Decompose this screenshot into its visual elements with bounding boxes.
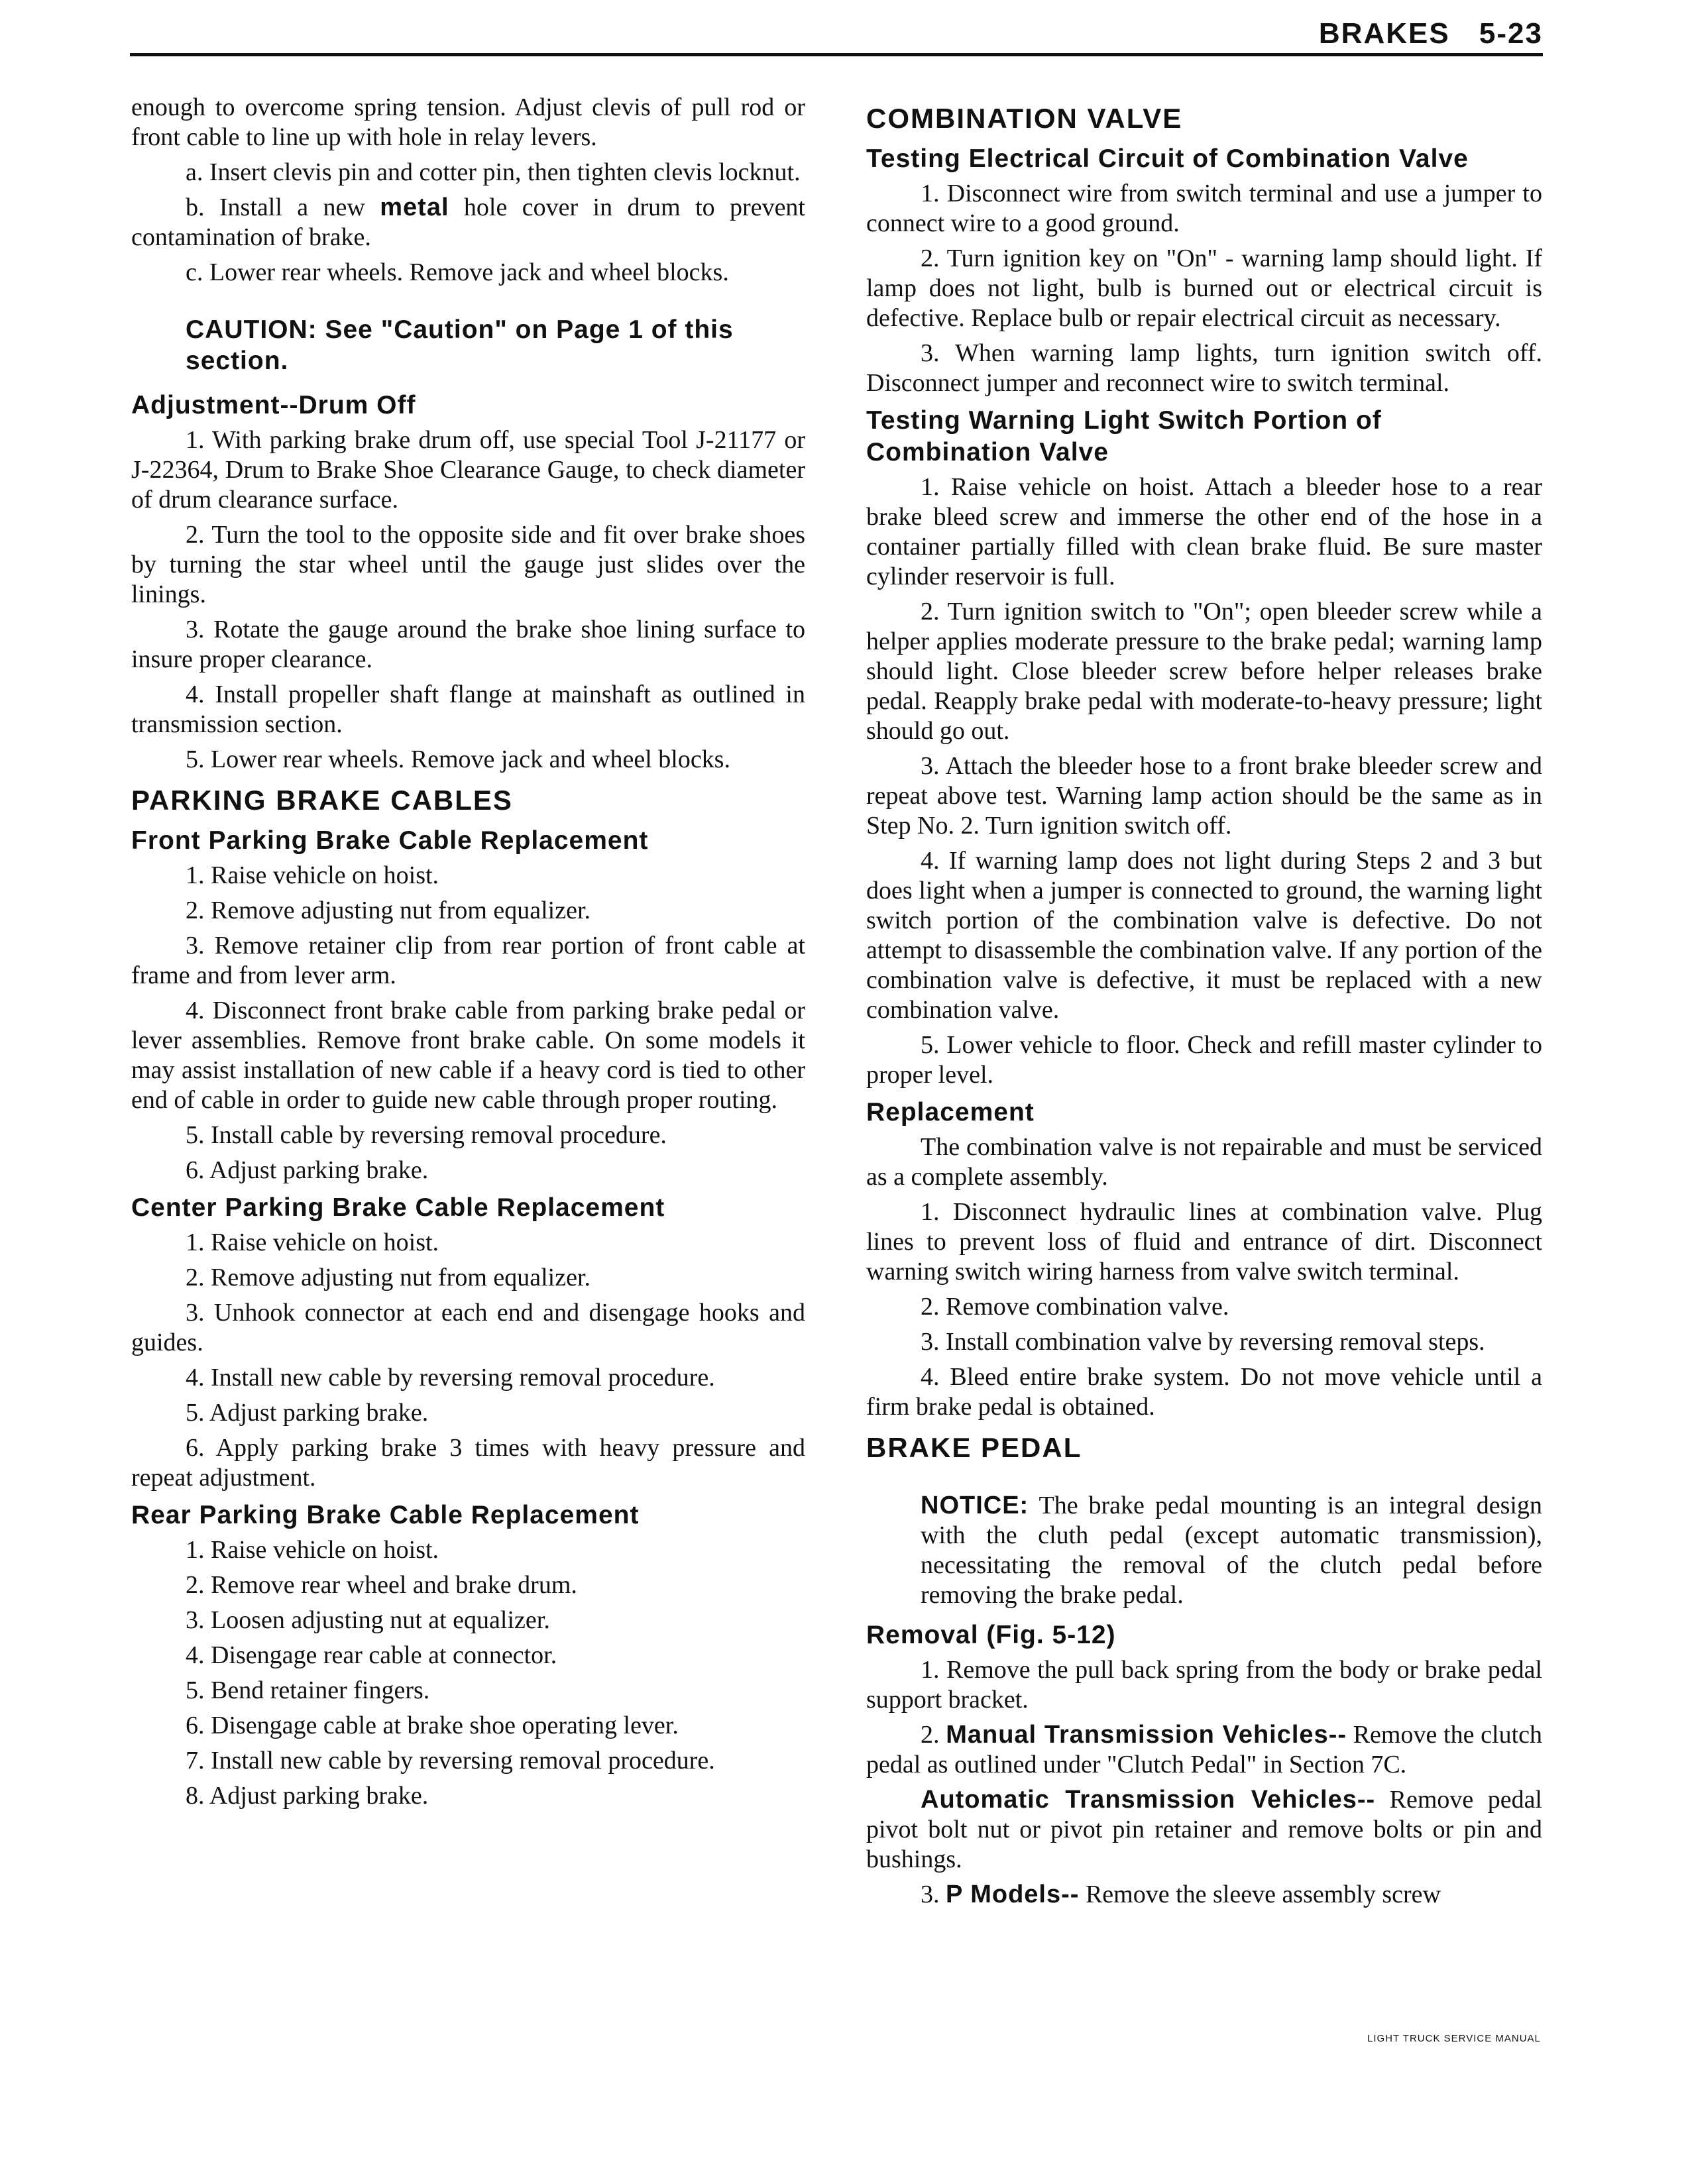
paragraph xyxy=(131,1781,805,1811)
paragraph xyxy=(131,158,805,188)
bold-text: metal xyxy=(380,193,449,221)
bold-text: P Models-- xyxy=(946,1881,1080,1908)
text-run: 8. Adjust parking brake. xyxy=(186,1782,429,1810)
paragraph xyxy=(131,1398,805,1428)
header-title xyxy=(1319,17,1543,50)
paragraph xyxy=(131,1228,805,1258)
text-run: 6. Apply parking brake 3 times with heavy pressure and repeat adjustment. xyxy=(131,1434,805,1492)
text-run: 3. Attach the bleeder hose to a front brake bleeder screw and repeat above test. Warning lamp action should be the same as in Step No. 2. Turn ignition switch off. xyxy=(866,752,1542,840)
text-run: a. Insert clevis pin and cotter pin, then tighten clevis locknut. xyxy=(186,158,801,186)
text-run: 5. Adjust parking brake. xyxy=(186,1399,429,1427)
text-run: 5. Lower rear wheels. Remove jack and wheel blocks. xyxy=(186,745,730,773)
text-run: 2. Remove adjusting nut from equalizer. xyxy=(186,897,591,924)
text-run: 1. Raise vehicle on hoist. xyxy=(186,1228,439,1256)
text-run: The brake pedal mounting is an integral design with the cluth pedal (except automatic transmission), necessitating the removal of the clutch pedal before removing the brake pedal. xyxy=(921,1492,1542,1609)
paragraph xyxy=(866,1880,1542,1910)
paragraph xyxy=(866,179,1542,239)
paragraph xyxy=(866,1292,1542,1322)
paragraph xyxy=(866,1720,1542,1780)
text-run: 3. Install combination valve by reversing removal steps. xyxy=(921,1328,1485,1356)
subsection-heading: Removal (Fig. 5-12) xyxy=(866,1621,1116,1649)
paragraph xyxy=(866,1362,1542,1422)
text-run: 3. Unhook connector at each end and disengage hooks and guides. xyxy=(131,1299,805,1356)
subsection-heading: Replacement xyxy=(866,1098,1035,1126)
text-run: 2. Remove rear wheel and brake drum. xyxy=(186,1571,577,1599)
paragraph xyxy=(131,1263,805,1293)
right-column xyxy=(866,93,1542,1915)
text-run: 4. If warning lamp does not light during Steps 2 and 3 but does light when a jumper is connected to ground, the warning light switch portion of the combination valve is defective. Do not attempt to disassemble the combination valve. If any portion of the combination valve is defective, it must be replaced with a new combination valve. xyxy=(866,847,1542,1024)
paragraph xyxy=(131,520,805,610)
text-run: 3. Rotate the gauge around the brake shoe lining surface to insure proper clearance. xyxy=(131,616,805,673)
paragraph xyxy=(131,1711,805,1741)
text-run: 1. Disconnect hydraulic lines at combination valve. Plug lines to prevent loss of fluid and entrance of dirt. Disconnect warning switch wiring harness from valve switch terminal. xyxy=(866,1198,1542,1285)
text-run: b. Install a new xyxy=(186,193,380,221)
text-run: 7. Install new cable by reversing removal procedure. xyxy=(186,1747,715,1774)
paragraph xyxy=(866,597,1542,746)
caution-note: CAUTION: See "Caution" on Page 1 of this section. xyxy=(186,315,734,375)
text-run: 5. Install cable by reversing removal procedure. xyxy=(186,1121,667,1149)
paragraph xyxy=(131,896,805,926)
text-run: 5. Lower vehicle to floor. Check and refill master cylinder to proper level. xyxy=(866,1031,1542,1089)
subsection-heading: Testing Warning Light Switch Portion of Combination Valve xyxy=(866,406,1382,466)
paragraph xyxy=(131,1298,805,1358)
text-run: enough to overcome spring tension. Adjust clevis of pull rod or front cable to line up with hole in relay levers. xyxy=(131,93,805,151)
paragraph xyxy=(866,244,1542,333)
text-run: 2. Turn ignition key on "On" - warning lamp should light. If lamp does not light, bulb is burned out or electrical circuit is defective. Replace bulb or repair electrical circuit as necessary. xyxy=(866,245,1542,332)
footer-manual-title: LIGHT TRUCK SERVICE MANUAL xyxy=(1367,2033,1541,2044)
paragraph xyxy=(131,93,805,152)
text-run: Remove the clutch pedal as outlined under "Clutch Pedal" in Section 7C. xyxy=(866,1721,1543,1778)
paragraph xyxy=(131,258,805,288)
subsection-heading: Rear Parking Brake Cable Replacement xyxy=(131,1501,640,1529)
paragraph xyxy=(866,1132,1542,1192)
paragraph xyxy=(131,680,805,739)
paragraph xyxy=(131,1433,805,1493)
paragraph xyxy=(131,861,805,891)
text-run: 1. Raise vehicle on hoist. xyxy=(186,1536,439,1564)
subsection-heading: Center Parking Brake Cable Replacement xyxy=(131,1193,665,1222)
paragraph xyxy=(131,1570,805,1600)
text-run: 2. Remove combination valve. xyxy=(921,1293,1229,1321)
paragraph xyxy=(866,1655,1542,1715)
paragraph xyxy=(131,1676,805,1706)
text-run: 3. When warning lamp lights, turn ignition switch off. Disconnect jumper and reconnect wire to switch terminal. xyxy=(866,339,1542,397)
text-run: 2. Turn ignition switch to "On"; open bleeder screw while a helper applies moderate pressure to the brake pedal; warning lamp should light. Close bleeder screw before helper releases brake pedal. Reapply brake pedal with moderate-to-heavy pressure; light should go out. xyxy=(866,598,1542,745)
paragraph xyxy=(131,1746,805,1776)
text-run: 1. Raise vehicle on hoist. Attach a bleeder hose to a rear brake bleed screw and immerse the other end of the hose in a container partially filled with clean brake fluid. Be sure master cylinder reservoir is full. xyxy=(866,473,1542,590)
left-column xyxy=(131,93,805,1816)
paragraph xyxy=(131,193,805,252)
text-run: c. Lower rear wheels. Remove jack and wheel blocks. xyxy=(186,258,729,286)
bold-text: NOTICE: xyxy=(921,1492,1029,1519)
paragraph xyxy=(131,1606,805,1635)
paragraph xyxy=(866,1197,1542,1287)
text-run: 2. Remove adjusting nut from equalizer. xyxy=(186,1264,591,1291)
text-run: 1. Raise vehicle on hoist. xyxy=(186,861,439,889)
paragraph xyxy=(131,1120,805,1150)
paragraph xyxy=(866,1030,1542,1090)
paragraph xyxy=(131,425,805,515)
text-run: hole cover in drum to prevent contamination of brake. xyxy=(131,193,805,251)
text-run: 1. With parking brake drum off, use special Tool J-21177 or J-22364, Drum to Brake Shoe Clearance Gauge, to check diameter of drum clearance surface. xyxy=(131,426,805,514)
section-heading: COMBINATION VALVE xyxy=(866,103,1183,134)
paragraph xyxy=(131,1156,805,1185)
page-header xyxy=(130,15,1543,56)
text-run: 4. Disconnect front brake cable from parking brake pedal or lever assemblies. Remove front brake cable. On some models it may assist installation of new cable if a heavy cord is tied to other end of cable in order to guide new cable through proper routing. xyxy=(131,997,805,1114)
paragraph xyxy=(131,996,805,1115)
text-run: 4. Disengage rear cable at connector. xyxy=(186,1641,557,1669)
subsection-heading: Testing Electrical Circuit of Combination Valve xyxy=(866,144,1469,173)
paragraph xyxy=(866,339,1542,398)
text-run: 4. Bleed entire brake system. Do not move vehicle until a firm brake pedal is obtained. xyxy=(866,1363,1542,1421)
paragraph xyxy=(131,931,805,991)
text-run: 3. xyxy=(921,1881,946,1908)
text-run: 2. Turn the tool to the opposite side and fit over brake shoes by turning the star wheel until the gauge just slides over the linings. xyxy=(131,521,805,608)
paragraph xyxy=(866,846,1542,1025)
bold-text: Manual Transmission Vehicles-- xyxy=(946,1721,1347,1749)
text-run: 6. Adjust parking brake. xyxy=(186,1156,429,1184)
paragraph xyxy=(866,751,1542,841)
notice-paragraph xyxy=(921,1491,1542,1610)
paragraph xyxy=(131,1641,805,1670)
text-run: 1. Remove the pull back spring from the body or brake pedal support bracket. xyxy=(866,1656,1542,1714)
section-heading: PARKING BRAKE CABLES xyxy=(131,785,513,816)
paragraph xyxy=(866,472,1542,592)
bold-text: Automatic Transmission Vehicles-- xyxy=(921,1786,1376,1814)
text-run: 5. Bend retainer fingers. xyxy=(186,1676,430,1704)
text-run: Remove the sleeve assembly screw xyxy=(1079,1881,1441,1908)
paragraph xyxy=(131,745,805,775)
paragraph xyxy=(131,1535,805,1565)
text-run: 3. Remove retainer clip from rear portion of front cable at frame and from lever arm. xyxy=(131,932,805,989)
text-run: The combination valve is not repairable and must be serviced as a complete assembly. xyxy=(866,1133,1542,1191)
subsection-heading: Front Parking Brake Cable Replacement xyxy=(131,826,649,855)
subsection-heading: Adjustment--Drum Off xyxy=(131,391,416,419)
text-run: 3. Loosen adjusting nut at equalizer. xyxy=(186,1606,550,1634)
text-run: 4. Install new cable by reversing removal procedure. xyxy=(186,1364,715,1392)
text-run: 1. Disconnect wire from switch terminal and use a jumper to connect wire to a good ground. xyxy=(866,180,1542,237)
paragraph xyxy=(866,1785,1542,1875)
text-run: 2. xyxy=(921,1721,946,1749)
text-run: 6. Disengage cable at brake shoe operating lever. xyxy=(186,1712,679,1739)
page-number: 5-23 xyxy=(1479,17,1543,50)
paragraph xyxy=(866,1327,1542,1357)
section-name: BRAKES xyxy=(1318,17,1450,50)
paragraph xyxy=(131,615,805,675)
section-heading: BRAKE PEDAL xyxy=(866,1432,1082,1463)
paragraph xyxy=(131,1363,805,1393)
text-run: 4. Install propeller shaft flange at mainshaft as outlined in transmission section. xyxy=(131,681,805,738)
text-run: Remove pedal pivot bolt nut or pivot pin retainer and remove bolts or pin and bushings. xyxy=(866,1786,1542,1873)
